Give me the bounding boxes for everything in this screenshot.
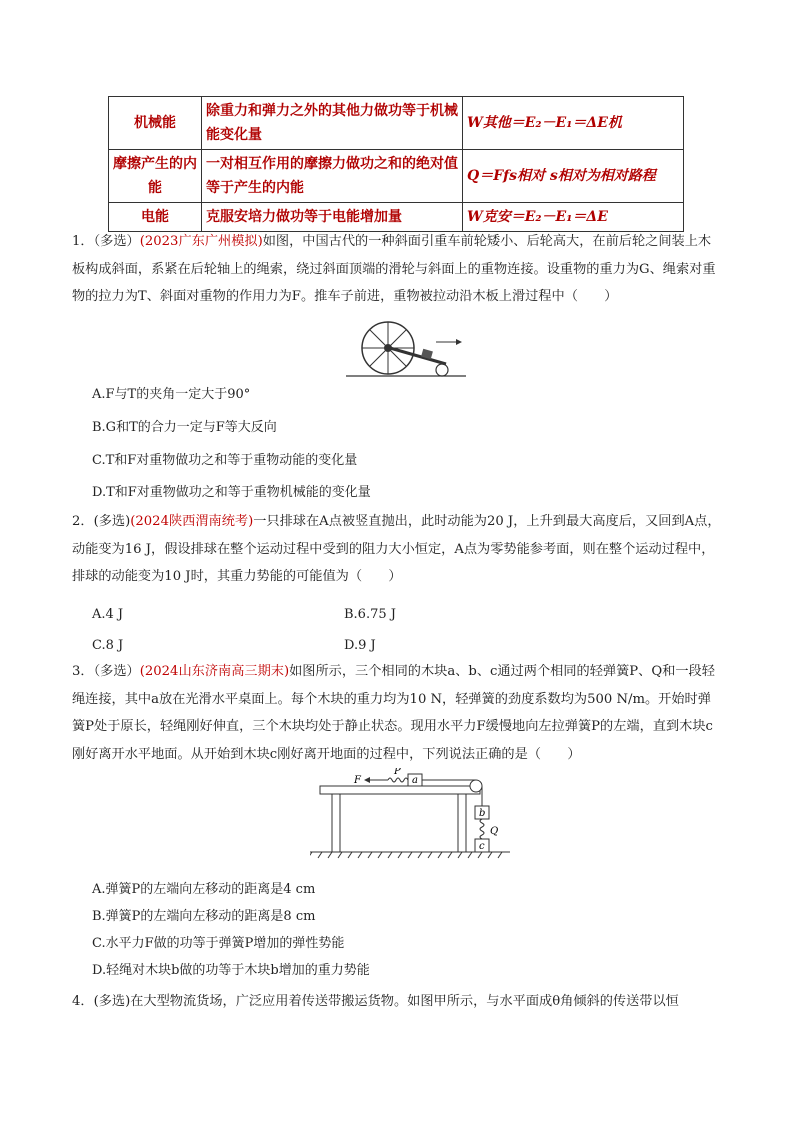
question-number: 1． [72,234,94,249]
question-2 [72,508,722,591]
row-formula: W其他＝E₂－E₁＝ΔE机 [463,97,684,150]
question-text: 如图，中国古代的一种斜面引重车前轮矮小、后轮高大，在前后轮之间装上木板构成斜面，系紧在后轮轴上的绳索，绕过斜面顶端的滑轮与斜面上的重物连接。设重物的重力为G、绳索对重物的拉力为T、斜面对重物的作用力为F。推车子前进，重物被拉动沿木板上滑过程中（ ） [72,234,716,304]
option-c: C.水平力F做的功等于弹簧P增加的弹性势能 [92,936,345,951]
row-desc: 克服安培力做功等于电能增加量 [202,203,463,232]
question-4 [72,988,722,1016]
label-f: F [354,775,361,786]
option-a: A.4 J [92,607,124,622]
question-tag: (多选) [93,994,131,1009]
option-b: B.弹簧P的左端向左移动的距离是8 cm [92,909,316,924]
question-tag: （多选） [93,234,140,249]
energy-table [108,96,684,232]
option-c: C.8 J [92,638,124,653]
question-number: 4． [72,994,94,1009]
label-b: b [479,808,486,819]
option-b: B.6.75 J [344,607,396,622]
option-b: B.G和T的合力一定与F等大反向 [92,420,277,435]
table-row [109,150,684,203]
question-text: 如图所示，三个相同的木块a、b、c通过两个相同的轻弹簧P、Q和一段轻绳连接，其中a放在光滑水平桌面上。每个木块的重力均为10 N，轻弹簧的劲度系数均为500 N/m。开始时弹簧P处于原长，轻绳刚好伸直，三个木块均处于静止状态。现用水平力F缓慢地向左拉弹簧P的左端，直到木块c刚好离开水平地面。从开始到木块c刚好离开地面的过程中，下列说法正确的是（ ） [72,664,715,762]
row-desc: 一对相互作用的摩擦力做功之和的绝对值等于产生的内能 [202,150,463,203]
cart-figure [346,320,466,378]
label-a: a [412,775,418,786]
question-tag: (多选) [93,514,131,529]
row-desc: 除重力和弹力之外的其他力做功等于机械能变化量 [202,97,463,150]
question-1 [72,228,722,311]
question-tag: （多选） [93,664,140,679]
label-c: c [479,841,485,852]
row-formula: W克安＝E₂－E₁＝ΔE [463,203,684,232]
label-p: P [394,768,401,777]
question-number: 3． [72,664,94,679]
question-3 [72,658,722,768]
question-source: (2024陕西渭南统考) [130,514,254,529]
option-d: D.轻绳对木块b做的功等于木块b增加的重力势能 [92,963,370,978]
question-source: (2023广东广州模拟) [139,234,263,249]
option-a: A.F与T的夹角一定大于90° [92,387,251,402]
label-q: Q [490,826,499,837]
row-formula: Q＝Ffs相对 s相对为相对路程 [463,150,684,203]
question-text: 一只排球在A点被竖直抛出，此时动能为20 J，上升到最大高度后，又回到A点，动能变为16 J，假设排球在整个运动过程中受到的阻力大小恒定，A点为零势能参考面，则在整个运动过程中，排球的动能变为10 J时，其重力势能的可能值为（ ） [72,514,721,584]
question-text: 在大型物流货场，广泛应用着传送带搬运货物。如图甲所示，与水平面成θ角倾斜的传送带以恒 [130,994,679,1009]
option-d: D.T和F对重物做功之和等于重物机械能的变化量 [92,485,371,500]
question-number: 2． [72,514,94,529]
table-row [109,97,684,150]
row-name: 机械能 [109,97,202,150]
question-source: (2024山东济南高三期末) [139,664,290,679]
option-a: A.弹簧P的左端向左移动的距离是4 cm [92,882,316,897]
row-name: 电能 [109,203,202,232]
option-d: D.9 J [344,638,376,653]
spring-block-figure [310,768,510,860]
row-name: 摩擦产生的内能 [109,150,202,203]
option-c: C.T和F对重物做功之和等于重物动能的变化量 [92,453,358,468]
